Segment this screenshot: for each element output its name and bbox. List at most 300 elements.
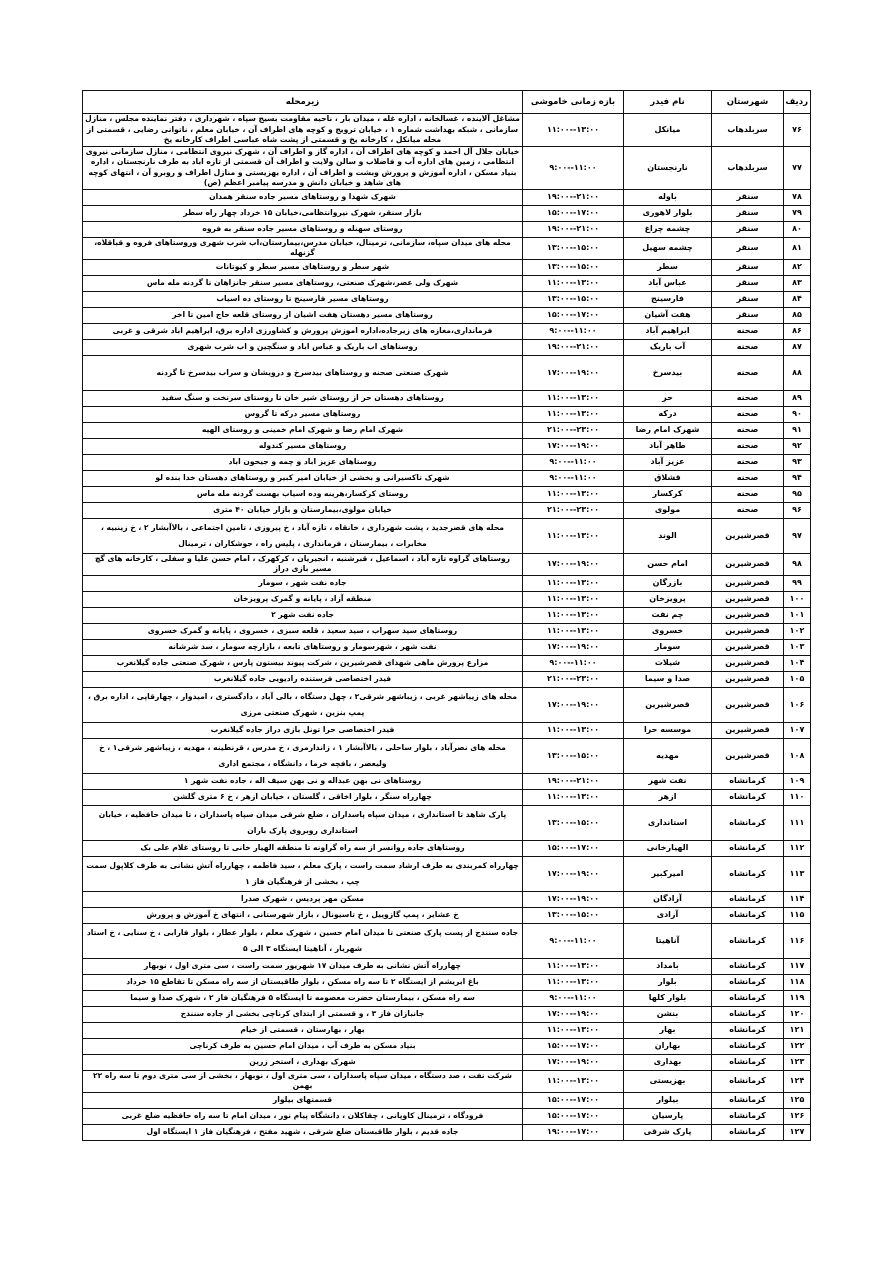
row-number-cell: ۹۴ [784, 470, 811, 486]
feeder-cell: بلوار کلها [624, 990, 712, 1006]
feeder-cell: استانداری [624, 805, 712, 840]
row-number-cell: ۱۲۳ [784, 1054, 811, 1070]
feeder-cell: کرکسار [624, 486, 712, 502]
table-row [83, 454, 811, 470]
city-cell: صحنه [712, 470, 784, 486]
city-cell: قصرشیرین [712, 623, 784, 639]
feeder-cell: آزادی [624, 907, 712, 923]
time-range-cell: ۱۹:۰۰--۱۷:۰۰ [523, 355, 624, 390]
row-number-cell: ۱۲۶ [784, 1108, 811, 1124]
feeder-cell: بهزیستی [624, 1070, 712, 1092]
area-cell: فرمانداری،مغازه های زیرجاده،اداره اموزش پرورش و کشاورزی اداره برق، ابراهیم اباد شرقی و غربی [83, 323, 523, 339]
area-cell: چهارراه سنگر ، بلوار اخاقی ، گلستان ، خیابان ازهر ، خ ۶ متری گلشن [83, 789, 523, 805]
header-city: شهرستان [712, 91, 784, 114]
feeder-cell: چم نفت [624, 607, 712, 623]
time-range-cell: ۱۱:۰۰--۹:۰۰ [523, 323, 624, 339]
row-number-cell: ۱۰۸ [784, 738, 811, 773]
area-cell: روستای سهنله و روستاهای مسیر جاده سنقر به فروه [83, 221, 523, 237]
row-number-cell: ۹۰ [784, 406, 811, 422]
row-number-cell: ۱۱۰ [784, 789, 811, 805]
time-range-cell: ۱۳:۰۰--۱۱:۰۰ [523, 406, 624, 422]
area-cell: منطقه آزاد ، پایانه و گمرک پرویزخان [83, 591, 523, 607]
time-range-cell: ۱۹:۰۰--۱۷:۰۰ [523, 1006, 624, 1022]
time-range-cell: ۱۳:۰۰--۱۱:۰۰ [523, 789, 624, 805]
table-row [83, 502, 811, 518]
row-number-cell: ۹۱ [784, 422, 811, 438]
area-cell: محله های نصرآباد ، بلوار ساحلی ، بالاآبشار ۱ ، زاندارمری ، خ مدرس ، قرنطینه ، مهدیه ، زیباشهر شرقی۱ ، خ ولیعصر ، بافچه خرما ، دانشگاه ، مجتمع اداری [83, 738, 523, 773]
feeder-cell: عزیز آباد [624, 454, 712, 470]
feeder-cell: سومار [624, 639, 712, 655]
city-cell: قصرشیرین [712, 575, 784, 591]
row-number-cell: ۹۵ [784, 486, 811, 502]
area-cell: مشاغل آلاینده ، غسالخانه ، اداره غله ، میدان بار ، ناحیه مقاومت بسیج سپاه ، شهرداری ، دفتر نماینده مجلس ، منازل سازمانی ، شبکه بهداشت شماره ۱ ، خیابان ترویج و کوچه های اطراف آن ، خیابان معلم ، ناتوانی رضایی ، قسمتی از محله میانکل ، کارخانه یخ و قسمتی از پشت شاه عباسی اطراف کارخانه یخ [83, 114, 523, 147]
feeder-cell: بازرگان [624, 575, 712, 591]
city-cell: سربلدهاب [712, 146, 784, 189]
feeder-cell: بهداری [624, 1054, 712, 1070]
feeder-cell: فارسینج [624, 291, 712, 307]
area-cell: روستای کرکسار،هرینه وده اسیاب بهست گردنه مله ماس [83, 486, 523, 502]
feeder-cell: بلوار [624, 974, 712, 990]
time-range-cell: ۲۱:۰۰--۱۹:۰۰ [523, 189, 624, 205]
city-cell: کرمانشاه [712, 1006, 784, 1022]
table-row [83, 575, 811, 591]
city-cell: کرمانشاه [712, 1108, 784, 1124]
time-range-cell: ۱۷:۰۰--۱۵:۰۰ [523, 205, 624, 221]
area-cell: بازار سنقر، شهرک نیروانتظامی،خیابان ۱۵ خرداد چهار راه سطر [83, 205, 523, 221]
table-row [83, 607, 811, 623]
row-number-cell: ۱۲۴ [784, 1070, 811, 1092]
area-cell: سه راه مسکن ، بیمارستان حضرت معصومه تا ایستگاه ۵ فرهنگیان فاز ۲ ، شهرک صدا و سیما [83, 990, 523, 1006]
city-cell: قصرشیرین [712, 591, 784, 607]
row-number-cell: ۱۰۱ [784, 607, 811, 623]
city-cell: صحنه [712, 323, 784, 339]
table-row [83, 339, 811, 355]
time-range-cell: ۱۷:۰۰--۱۵:۰۰ [523, 1038, 624, 1054]
area-cell: شهرک بهداری ، استخر زرین [83, 1054, 523, 1070]
row-number-cell: ۱۰۷ [784, 722, 811, 738]
row-number-cell: ۹۷ [784, 518, 811, 553]
row-number-cell: ۱۱۹ [784, 990, 811, 1006]
area-cell: خیابان مولوی،بیمارستان و بازار خیابان ۴۰ متری [83, 502, 523, 518]
area-cell: بنیاد مسکن به طرف آب ، میدان امام حسین به طرف کرناچی [83, 1038, 523, 1054]
city-cell: قصرشیرین [712, 518, 784, 553]
feeder-cell: بیدسرخ [624, 355, 712, 390]
table-row [83, 1054, 811, 1070]
feeder-cell: مهدیه [624, 738, 712, 773]
feeder-cell: صدا و سیما [624, 671, 712, 687]
time-range-cell: ۱۹:۰۰--۱۷:۰۰ [523, 687, 624, 722]
city-cell: صحنه [712, 502, 784, 518]
city-cell: صحنه [712, 454, 784, 470]
table-row [83, 237, 811, 259]
city-cell: صحنه [712, 390, 784, 406]
feeder-cell: هفت آشیان [624, 307, 712, 323]
time-range-cell: ۱۱:۰۰--۹:۰۰ [523, 454, 624, 470]
time-range-cell: ۱۳:۰۰--۱۱:۰۰ [523, 607, 624, 623]
table-row [83, 789, 811, 805]
feeder-cell: چشمه چراغ [624, 221, 712, 237]
area-cell: روستاهای نی بهن عبداله و نی بهن سیف اله ، جاده نفت شهر ۱ [83, 773, 523, 789]
city-cell: کرمانشاه [712, 1124, 784, 1140]
city-cell: صحنه [712, 438, 784, 454]
table-row [83, 422, 811, 438]
city-cell: صحنه [712, 486, 784, 502]
table-row [83, 323, 811, 339]
area-cell: جانبازان فاز ۳ ، و قسمتی از ابتدای کرناچی بخشی از جاده سنندج [83, 1006, 523, 1022]
feeder-cell: میانکل [624, 114, 712, 147]
time-range-cell: ۱۳:۰۰--۱۱:۰۰ [523, 390, 624, 406]
city-cell: کرمانشاه [712, 907, 784, 923]
city-cell: صحنه [712, 422, 784, 438]
time-range-cell: ۱۱:۰۰--۹:۰۰ [523, 923, 624, 958]
city-cell: کرمانشاه [712, 958, 784, 974]
row-number-cell: ۷۸ [784, 189, 811, 205]
time-range-cell: ۱۱:۰۰--۹:۰۰ [523, 655, 624, 671]
area-cell: جاده نفت شهر ۲ [83, 607, 523, 623]
feeder-cell: امام حسن [624, 553, 712, 575]
feeder-cell: بلوار لاهوری [624, 205, 712, 221]
time-range-cell: ۱۳:۰۰--۱۱:۰۰ [523, 958, 624, 974]
area-cell: خ عشایر ، پمپ گازوییل ، خ تاسیونال ، بازار شهرستانی ، انتهای خ آموزش و پرورش [83, 907, 523, 923]
time-range-cell: ۱۳:۰۰--۱۱:۰۰ [523, 722, 624, 738]
time-range-cell: ۱۹:۰۰--۱۷:۰۰ [523, 438, 624, 454]
time-range-cell: ۱۹:۰۰--۱۷:۰۰ [523, 1054, 624, 1070]
table-row [83, 114, 811, 147]
area-cell: شرکت نفت ، صد دستگاه ، میدان سپاه پاسداران ، سی متری اول ، نوبهار ، بخشی از سی متری دوم تا سه راه ۲۲ بهمن [83, 1070, 523, 1092]
time-range-cell: ۱۷:۰۰--۱۹:۰۰ [523, 1124, 624, 1140]
table-row [83, 518, 811, 553]
feeder-cell: شهرک امام رضا [624, 422, 712, 438]
feeder-cell: ازهر [624, 789, 712, 805]
feeder-cell: نفت شهر [624, 773, 712, 789]
table-row [83, 470, 811, 486]
city-cell: قصرشیرین [712, 738, 784, 773]
table-row [83, 958, 811, 974]
table-header [83, 91, 811, 114]
table-row [83, 1108, 811, 1124]
city-cell: قصرشیرین [712, 553, 784, 575]
city-cell: صحنه [712, 355, 784, 390]
row-number-cell: ۱۱۷ [784, 958, 811, 974]
table-row [83, 189, 811, 205]
table-row [83, 671, 811, 687]
table-row [83, 1006, 811, 1022]
area-cell: روستاهای مسیر دهستان هفت اشیان از روستای قلعه حاج امین تا اخر [83, 307, 523, 323]
area-cell: روستاهای سید سهراب ، سید سعید ، قلعه سبزی ، خسروی ، پایانه و گمرک خسروی [83, 623, 523, 639]
feeder-cell: پارسیان [624, 1108, 712, 1124]
table-row [83, 291, 811, 307]
area-cell: بهار ، بهارستان ، قسمتی از خیام [83, 1022, 523, 1038]
time-range-cell: ۱۵:۰۰--۱۳:۰۰ [523, 738, 624, 773]
time-range-cell: ۲۱:۰۰--۱۹:۰۰ [523, 221, 624, 237]
feeder-cell: بیلوار [624, 1092, 712, 1108]
row-number-cell: ۸۵ [784, 307, 811, 323]
row-number-cell: ۸۸ [784, 355, 811, 390]
row-number-cell: ۹۳ [784, 454, 811, 470]
area-cell: قسمتهای بیلوار [83, 1092, 523, 1108]
row-number-cell: ۱۰۵ [784, 671, 811, 687]
time-range-cell: ۱۱:۰۰--۹:۰۰ [523, 470, 624, 486]
row-number-cell: ۹۸ [784, 553, 811, 575]
area-cell: محله های میدان سپاه، سازمانی، ترمینال، خیابان مدرس،بیمارستان،اب شرب شهری وروستاهای فروه و قباقلاه، گزنهله [83, 237, 523, 259]
area-cell: جاده قدیم ، بلوار طاقبستان ضلع شرقی ، شهید مفتح ، فرهنگیان فاز ۱ ایستگاه اول [83, 1124, 523, 1140]
area-cell: باغ ابریشم از ایستگاه ۲ تا سه راه مسکن ، بلوار طاقبستان از سه راه مسکن تا تقاطع ۱۵ خرداد [83, 974, 523, 990]
table-row [83, 805, 811, 840]
table-row [83, 591, 811, 607]
city-cell: صحنه [712, 406, 784, 422]
table-row [83, 738, 811, 773]
area-cell: روستاهای دهستان حر از روستای شیر خان تا روستای سرنخت و سنگ سفید [83, 390, 523, 406]
time-range-cell: ۱۹:۰۰--۱۷:۰۰ [523, 553, 624, 575]
feeder-cell: بامداد [624, 958, 712, 974]
feeder-cell: الوند [624, 518, 712, 553]
city-cell: قصرشیرین [712, 655, 784, 671]
time-range-cell: ۲۳:۰۰--۲۱:۰۰ [523, 422, 624, 438]
city-cell: کرمانشاه [712, 891, 784, 907]
table-row [83, 1038, 811, 1054]
feeder-cell: بهار [624, 1022, 712, 1038]
area-cell: روستاهای جاده روانسر از سه راه گراونه تا منطقه الهیار خانی تا روستای غلام علی بک [83, 840, 523, 856]
table-body [83, 114, 811, 1141]
area-cell: شهرک تاکسیرانی و بخشی از خیابان امیر کبیر و روستاهای دهستان خدا بنده لو [83, 470, 523, 486]
city-cell: سنقر [712, 259, 784, 275]
area-cell: شهرک ولی عصر،شهرک صنعتی، روستاهای مسیر سنقر جانزاهان تا گردنه مله ماس [83, 275, 523, 291]
table-row [83, 1124, 811, 1140]
area-cell: روستاهای گراوه تازه آباد ، اسماعیل ، قبرشنبه ، انجیریان ، کرکهرک ، امام حسن علیا و سفلی ، کارخانه های گچ مسیر بازی دراز [83, 553, 523, 575]
time-range-cell: ۲۱:۰۰--۱۹:۰۰ [523, 773, 624, 789]
city-cell: کرمانشاه [712, 856, 784, 891]
table-row [83, 438, 811, 454]
area-cell: جاده سنندج از پست پارک صنعتی تا میدان امام حسین ، شهرک معلم ، بلوار عطار ، بلوار فارابی ، خ سنایی ، خ استاد شهریار ، آناهیتا ایستگاه ۳ الی ۵ [83, 923, 523, 958]
feeder-cell: درکه [624, 406, 712, 422]
row-number-cell: ۱۰۳ [784, 639, 811, 655]
area-cell: شهرک امام رضا و شهرک امام خمینی و روستای الهیه [83, 422, 523, 438]
power-outage-schedule-table [82, 90, 811, 1141]
row-number-cell: ۱۲۰ [784, 1006, 811, 1022]
row-number-cell: ۸۰ [784, 221, 811, 237]
time-range-cell: ۱۳:۰۰--۱۱:۰۰ [523, 591, 624, 607]
feeder-cell: مولوی [624, 502, 712, 518]
city-cell: کرمانشاه [712, 773, 784, 789]
time-range-cell: ۱۳:۰۰--۱۱:۰۰ [523, 974, 624, 990]
feeder-cell: پرویزخان [624, 591, 712, 607]
area-cell: روستاهای اب باریک و عباس اباد و سنگچین و اب شرب شهری [83, 339, 523, 355]
time-range-cell: ۱۳:۰۰--۱۱:۰۰ [523, 518, 624, 553]
area-cell: نفت شهر ، شهرسومار و روستاهای تابعه ، بازارچه سومار ، سد شرشانه [83, 639, 523, 655]
feeder-cell: سطر [624, 259, 712, 275]
row-number-cell: ۷۶ [784, 114, 811, 147]
table-row [83, 1070, 811, 1092]
row-number-cell: ۱۲۵ [784, 1092, 811, 1108]
feeder-cell: عباس آباد [624, 275, 712, 291]
time-range-cell: ۱۷:۰۰--۱۵:۰۰ [523, 840, 624, 856]
row-number-cell: ۱۰۲ [784, 623, 811, 639]
area-cell: جاده نفت شهر ، سومار [83, 575, 523, 591]
header-feeder: نام فیدر [624, 91, 712, 114]
city-cell: کرمانشاه [712, 805, 784, 840]
time-range-cell: ۱۳:۰۰--۱۱:۰۰ [523, 486, 624, 502]
city-cell: سنقر [712, 307, 784, 323]
row-number-cell: ۸۹ [784, 390, 811, 406]
row-number-cell: ۱۰۶ [784, 687, 811, 722]
feeder-cell: بهاران [624, 1038, 712, 1054]
feeder-cell: آزادگان [624, 891, 712, 907]
row-number-cell: ۱۱۸ [784, 974, 811, 990]
city-cell: کرمانشاه [712, 1038, 784, 1054]
time-range-cell: ۱۳:۰۰--۱۱:۰۰ [523, 275, 624, 291]
city-cell: کرمانشاه [712, 1054, 784, 1070]
table-row [83, 687, 811, 722]
city-cell: سنقر [712, 291, 784, 307]
time-range-cell: ۱۹:۰۰--۱۷:۰۰ [523, 856, 624, 891]
table-row [83, 390, 811, 406]
time-range-cell: ۱۳:۰۰--۱۱:۰۰ [523, 575, 624, 591]
city-cell: قصرشیرین [712, 639, 784, 655]
table-row [83, 307, 811, 323]
table-row [83, 275, 811, 291]
row-number-cell: ۷۹ [784, 205, 811, 221]
area-cell: روستاهای مسیر درکه تا گروس [83, 406, 523, 422]
time-range-cell: ۲۳:۰۰--۲۱:۰۰ [523, 671, 624, 687]
header-row [83, 91, 811, 114]
city-cell: سنقر [712, 205, 784, 221]
feeder-cell: آناهیتا [624, 923, 712, 958]
city-cell: قصرشیرین [712, 687, 784, 722]
row-number-cell: ۱۰۰ [784, 591, 811, 607]
table-row [83, 623, 811, 639]
row-number-cell: ۹۲ [784, 438, 811, 454]
feeder-cell: الهیارخانی [624, 840, 712, 856]
city-cell: کرمانشاه [712, 1070, 784, 1092]
time-range-cell: ۱۱:۰۰--۹:۰۰ [523, 990, 624, 1006]
feeder-cell: موسسه حرا [624, 722, 712, 738]
time-range-cell: ۱۷:۰۰--۱۵:۰۰ [523, 307, 624, 323]
feeder-cell: باوله [624, 189, 712, 205]
city-cell: کرمانشاه [712, 1022, 784, 1038]
area-cell: چهارراه کمربندی به طرف ارشاد سمت راست ، پارک معلم ، سید فاطمه ، چهارراه آتش نشانی به طرف کلاپول سمت چپ ، بخشی از فرهنگیان فاز ۱ [83, 856, 523, 891]
time-range-cell: ۱۵:۰۰--۱۳:۰۰ [523, 805, 624, 840]
feeder-cell: شیلات [624, 655, 712, 671]
table-row [83, 553, 811, 575]
table-row [83, 990, 811, 1006]
area-cell: شهر سطر و روستاهای مسیر سطر و کیوتانات [83, 259, 523, 275]
area-cell: فرودگاه ، ترمینال کاوپانی ، چقاکلان ، دانشگاه پیام نور ، میدان امام تا سه راه حافظیه ضلع غربی [83, 1108, 523, 1124]
feeder-cell: پارک شرقی [624, 1124, 712, 1140]
row-number-cell: ۱۱۱ [784, 805, 811, 840]
area-cell: پارک شاهد تا استانداری ، میدان سپاه پاسداران ، ضلع شرقی میدان سپاه پاسداران ، تا میدان حافظیه ، خیابان استانداری روبروی پارک باران [83, 805, 523, 840]
table-row [83, 722, 811, 738]
row-number-cell: ۸۶ [784, 323, 811, 339]
header-area: زیرمحله [83, 91, 523, 114]
row-number-cell: ۹۶ [784, 502, 811, 518]
feeder-cell: قصرشیرین [624, 687, 712, 722]
time-range-cell: ۱۵:۰۰--۱۳:۰۰ [523, 291, 624, 307]
time-range-cell: ۲۳:۰۰--۲۱:۰۰ [523, 502, 624, 518]
area-cell: چهارراه آتش نشانی به طرف میدان ۱۷ شهریور سمت راست ، سی متری اول ، نوبهار [83, 958, 523, 974]
table-row [83, 259, 811, 275]
table-row [83, 907, 811, 923]
table-row [83, 974, 811, 990]
time-range-cell: ۱۷:۰۰--۱۵:۰۰ [523, 1092, 624, 1108]
area-cell: شهرک شهدا و روستاهای مسیر جاده سنقر همدان [83, 189, 523, 205]
feeder-cell: خسروی [624, 623, 712, 639]
row-number-cell: ۱۱۴ [784, 891, 811, 907]
city-cell: کرمانشاه [712, 974, 784, 990]
row-number-cell: ۸۲ [784, 259, 811, 275]
city-cell: کرمانشاه [712, 923, 784, 958]
time-range-cell: ۲۱:۰۰--۱۹:۰۰ [523, 339, 624, 355]
city-cell: قصرشیرین [712, 671, 784, 687]
area-cell: مزارع پرورش ماهی شهدای قصرشیرین ، شرکت پیوند بیستون پارس ، شهرک صنعتی جاده گیلانغرب [83, 655, 523, 671]
header-row-number: ردیف [784, 91, 811, 114]
area-cell: محله های قصرجدید ، پشت شهرداری ، خانقاه ، تازه آباد ، خ پیروزی ، تامین اجتماعی ، بالاآبشار ۲ ، خ زینبیه ، مخابرات ، بیمارستان ، فرمانداری ، پلیس راه ، جوشکاران ، ترمینال [83, 518, 523, 553]
table-row [83, 773, 811, 789]
row-number-cell: ۱۱۵ [784, 907, 811, 923]
time-range-cell: ۱۳:۰۰--۱۱:۰۰ [523, 114, 624, 147]
table-row [83, 1092, 811, 1108]
table-row [83, 355, 811, 390]
table-row [83, 639, 811, 655]
time-range-cell: ۱۹:۰۰--۱۷:۰۰ [523, 891, 624, 907]
city-cell: قصرشیرین [712, 607, 784, 623]
table-row [83, 923, 811, 958]
table-row [83, 146, 811, 189]
row-number-cell: ۱۱۶ [784, 923, 811, 958]
city-cell: کرمانشاه [712, 789, 784, 805]
area-cell: روستاهای مسیر کندوله [83, 438, 523, 454]
row-number-cell: ۸۱ [784, 237, 811, 259]
city-cell: سنقر [712, 275, 784, 291]
area-cell: خیابان جلال آل احمد و کوچه های اطراف آن ، اداره گاز و اطراف آن ، شهرک نیروی انتظامی ، منازل سازمانی نیروی انتظامی ، زمین های اداره آب و فاضلاب و سالن ولایت و اطراف آن قسمتی از تازه اباد به طرف نارنجستان ، اداره بنیاد مسکن ، اداره آموزش و پرورش وبشت و اطراف آن ، اداره بهزیستی و منازل اطراف و روبرو آن ، انتهای کوچه های شاهد و خیابان دانش و مدرسه پیامبر اعظم (ص) [83, 146, 523, 189]
row-number-cell: ۱۰۴ [784, 655, 811, 671]
row-number-cell: ۷۷ [784, 146, 811, 189]
area-cell: شهرک صنعتی صحنه و روستاهای بیدسرخ و درویشان و سراب بیدسرخ تا گردنه [83, 355, 523, 390]
time-range-cell: ۱۱:۰۰--۹:۰۰ [523, 146, 624, 189]
row-number-cell: ۹۹ [784, 575, 811, 591]
feeder-cell: آب باریک [624, 339, 712, 355]
row-number-cell: ۸۳ [784, 275, 811, 291]
row-number-cell: ۱۲۱ [784, 1022, 811, 1038]
table-row [83, 840, 811, 856]
area-cell: فیدر اختصاصی فرستنده رادیویی جاده گیلانغرب [83, 671, 523, 687]
area-cell: فیدر اختصاصی حرا تونل بازی دراز جاده گیلانغرب [83, 722, 523, 738]
time-range-cell: ۱۹:۰۰--۱۷:۰۰ [523, 639, 624, 655]
city-cell: قصرشیرین [712, 722, 784, 738]
feeder-cell: قشلاق [624, 470, 712, 486]
table-row [83, 406, 811, 422]
feeder-cell: ابراهیم آباد [624, 323, 712, 339]
table-row [83, 891, 811, 907]
city-cell: کرمانشاه [712, 1092, 784, 1108]
city-cell: صحنه [712, 339, 784, 355]
row-number-cell: ۱۰۹ [784, 773, 811, 789]
header-time-range: بازه زمانی خاموشی [523, 91, 624, 114]
row-number-cell: ۱۱۲ [784, 840, 811, 856]
table-row [83, 205, 811, 221]
city-cell: سنقر [712, 221, 784, 237]
area-cell: روستاهای مسیر فارسینج تا روستای ده اسیاب [83, 291, 523, 307]
area-cell: روستاهای عزیز اباد و چمه و جیحون اباد [83, 454, 523, 470]
row-number-cell: ۱۱۳ [784, 856, 811, 891]
area-cell: محله های زیباشهر غربی ، زیباشهر شرقی۲ ، چهل دستگاه ، بالی آباد ، دادگستری ، امیدوار ، چهارقاپی ، اداره برق ، پمپ بنزین ، شهرک صنعتی مرزی [83, 687, 523, 722]
time-range-cell: ۱۳:۰۰--۱۱:۰۰ [523, 1022, 624, 1038]
city-cell: سنقر [712, 237, 784, 259]
feeder-cell: حر [624, 390, 712, 406]
table-row [83, 486, 811, 502]
table-row [83, 1022, 811, 1038]
city-cell: کرمانشاه [712, 990, 784, 1006]
time-range-cell: ۱۳:۰۰--۱۱:۰۰ [523, 1070, 624, 1092]
